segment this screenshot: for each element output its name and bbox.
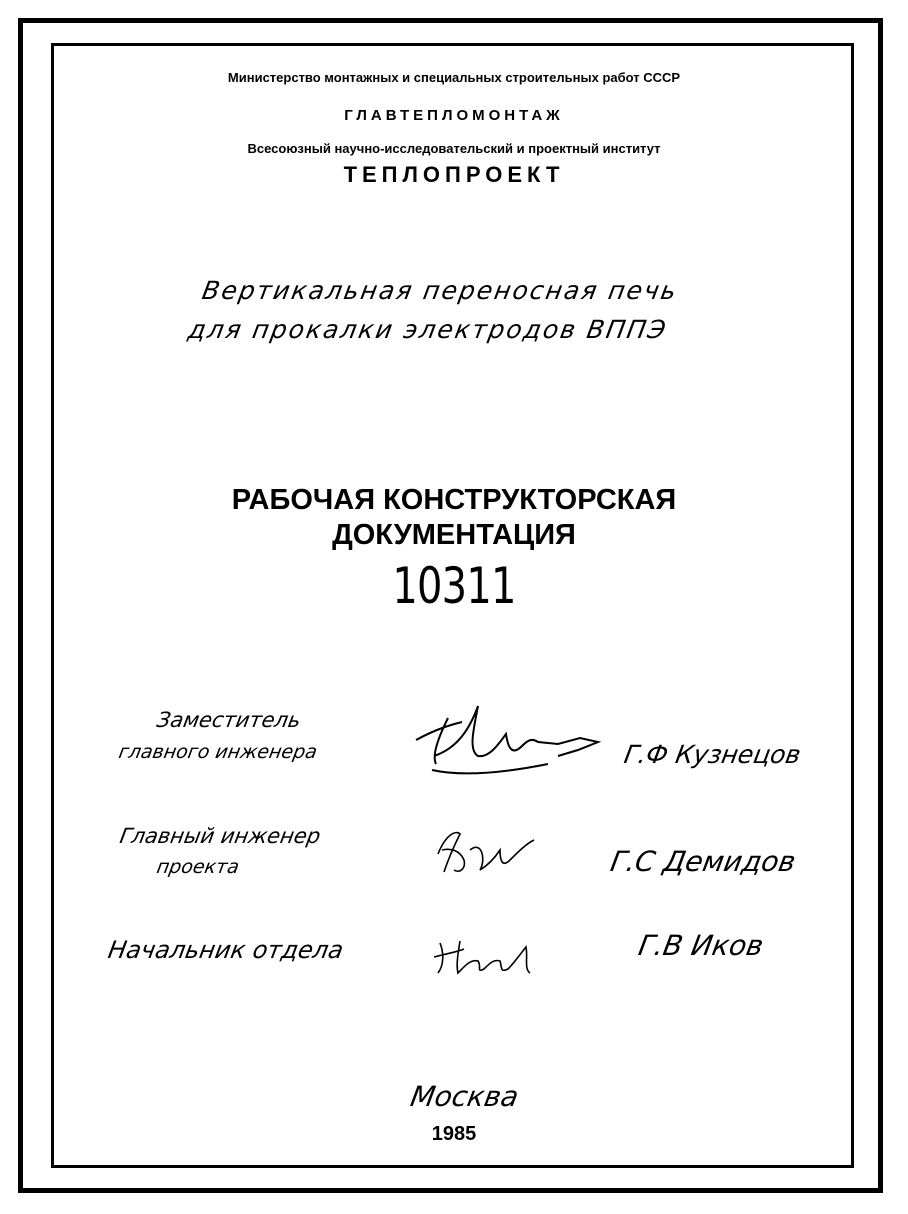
item-title-line-1: Вертикальная переносная печь bbox=[200, 276, 681, 305]
approval-name-kuznetsov: Г.Ф Кузнецов bbox=[622, 740, 804, 769]
city: Москва bbox=[408, 1080, 522, 1113]
year: 1985 bbox=[431, 1123, 477, 1145]
institute-name: ТЕПЛОПРОЕКТ bbox=[343, 162, 565, 187]
institute-description: Всесоюзный научно-исследовательский и проектный институт bbox=[247, 141, 661, 156]
document-type-line-2: ДОКУМЕНТАЦИЯ bbox=[332, 519, 576, 551]
approval-name-demidov: Г.С Демидов bbox=[608, 845, 799, 878]
approval-role-deputy-line-2: главного инженера bbox=[117, 741, 319, 763]
approval-role-chief-engineer-line-2: проекта bbox=[155, 856, 241, 878]
glavk-name: ГЛАВТЕПЛОМОНТАЖ bbox=[344, 107, 564, 124]
signature-ikov bbox=[430, 933, 550, 983]
document-type-line-1: РАБОЧАЯ КОНСТРУКТОРСКАЯ bbox=[231, 484, 677, 516]
document-number: 10311 bbox=[392, 557, 516, 615]
approval-role-deputy-line-1: Заместитель bbox=[155, 708, 303, 732]
signature-demidov bbox=[430, 820, 550, 882]
approval-name-ikov: Г.В Иков bbox=[636, 929, 766, 962]
ministry-name: Министерство монтажных и специальных строительных работ СССР bbox=[227, 70, 681, 85]
signature-kuznetsov bbox=[408, 698, 608, 790]
approval-role-department-head: Начальник отдела bbox=[106, 936, 346, 964]
approval-role-chief-engineer-line-1: Главный инженер bbox=[118, 824, 323, 848]
item-title-line-2: для прокалки электродов ВППЭ bbox=[186, 315, 670, 344]
